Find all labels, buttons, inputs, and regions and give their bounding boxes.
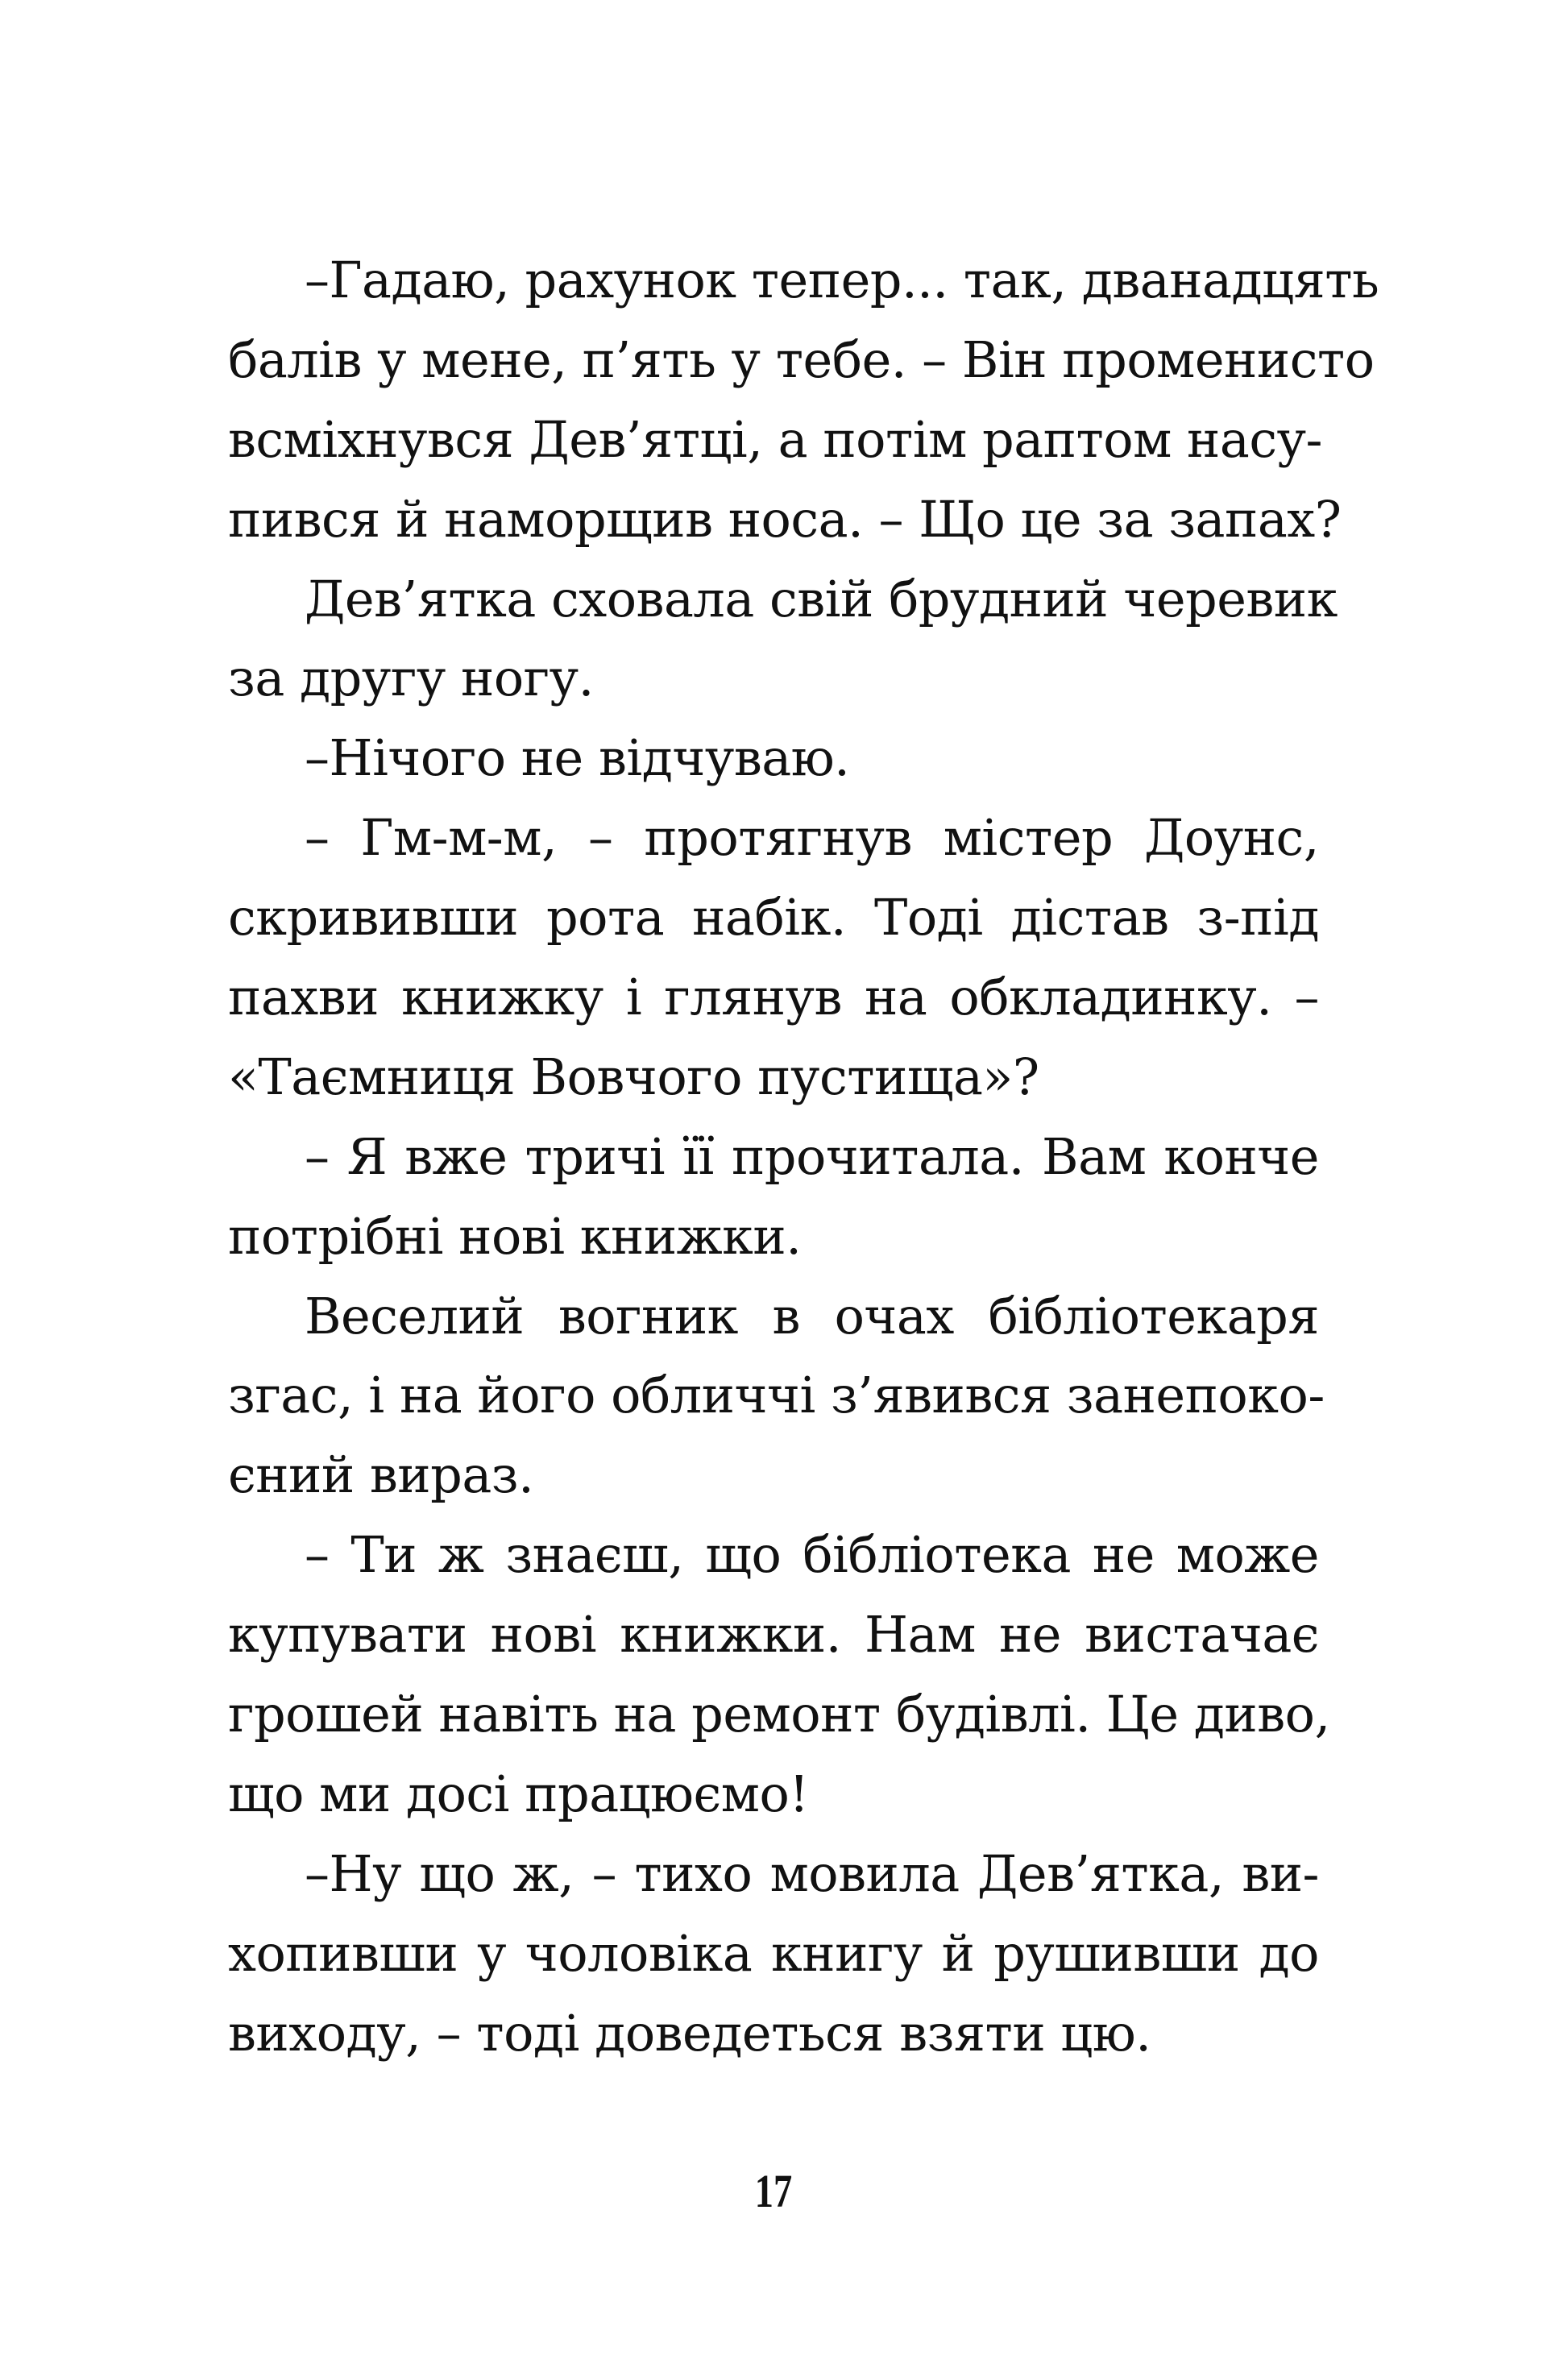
text-line: купувати нові книжки. Нам не вистачає (228, 1605, 1319, 1665)
body-text (228, 241, 1379, 2073)
text-line: – Ти ж знаєш, що бібліотека не може (305, 1525, 1319, 1585)
text-line: – Я вже тричі її прочитала. Вам конче (305, 1126, 1319, 1186)
text-line: згас, і на його обличчі з’явився занепоко- (228, 1366, 1325, 1425)
text-line: Веселий вогник в очах бібліотекаря (305, 1286, 1319, 1345)
text-line: «Таємниця Вовчого пустища»? (228, 1047, 1039, 1106)
text-line: –Гадаю, рахунок тепер... так, дванадцять (305, 251, 1379, 309)
text-line: єний вираз. (228, 1445, 534, 1505)
text-line: – Гм-м-м, – протягнув містер Доунс, (305, 808, 1319, 868)
text-line: виходу, – тоді доведеться взяти цю. (228, 2003, 1151, 2063)
text-line: хопивши у чоловіка книгу й рушивши до (228, 1923, 1319, 1983)
text-line: за другу ногу. (228, 649, 594, 708)
text-line: –Ну що ж, – тихо мовила Дев’ятка, ви- (305, 1843, 1319, 1903)
text-line: Дев’ятка сховала свій брудний черевик (305, 569, 1338, 628)
text-line: скрививши рота набік. Тоді дістав з-під (228, 888, 1319, 947)
text-line: що ми досі працюємо! (228, 1764, 809, 1823)
text-line: потрібні нові книжки. (228, 1206, 802, 1266)
text-line: грошей навіть на ремонт будівлі. Це диво, (228, 1685, 1330, 1744)
text-line: –Нічого не відчуваю. (305, 728, 850, 788)
page-number: 17 (754, 2165, 793, 2217)
text-line: пився й наморщив носа. – Що це за запах? (228, 489, 1342, 549)
text-line: всміхнувся Дев’ятці, а потім раптом насу- (228, 409, 1323, 469)
text-line: пахви книжку і глянув на обкладинку. – (228, 968, 1319, 1027)
text-line: балів у мене, п’ять у тебе. – Він променисто (228, 330, 1375, 389)
